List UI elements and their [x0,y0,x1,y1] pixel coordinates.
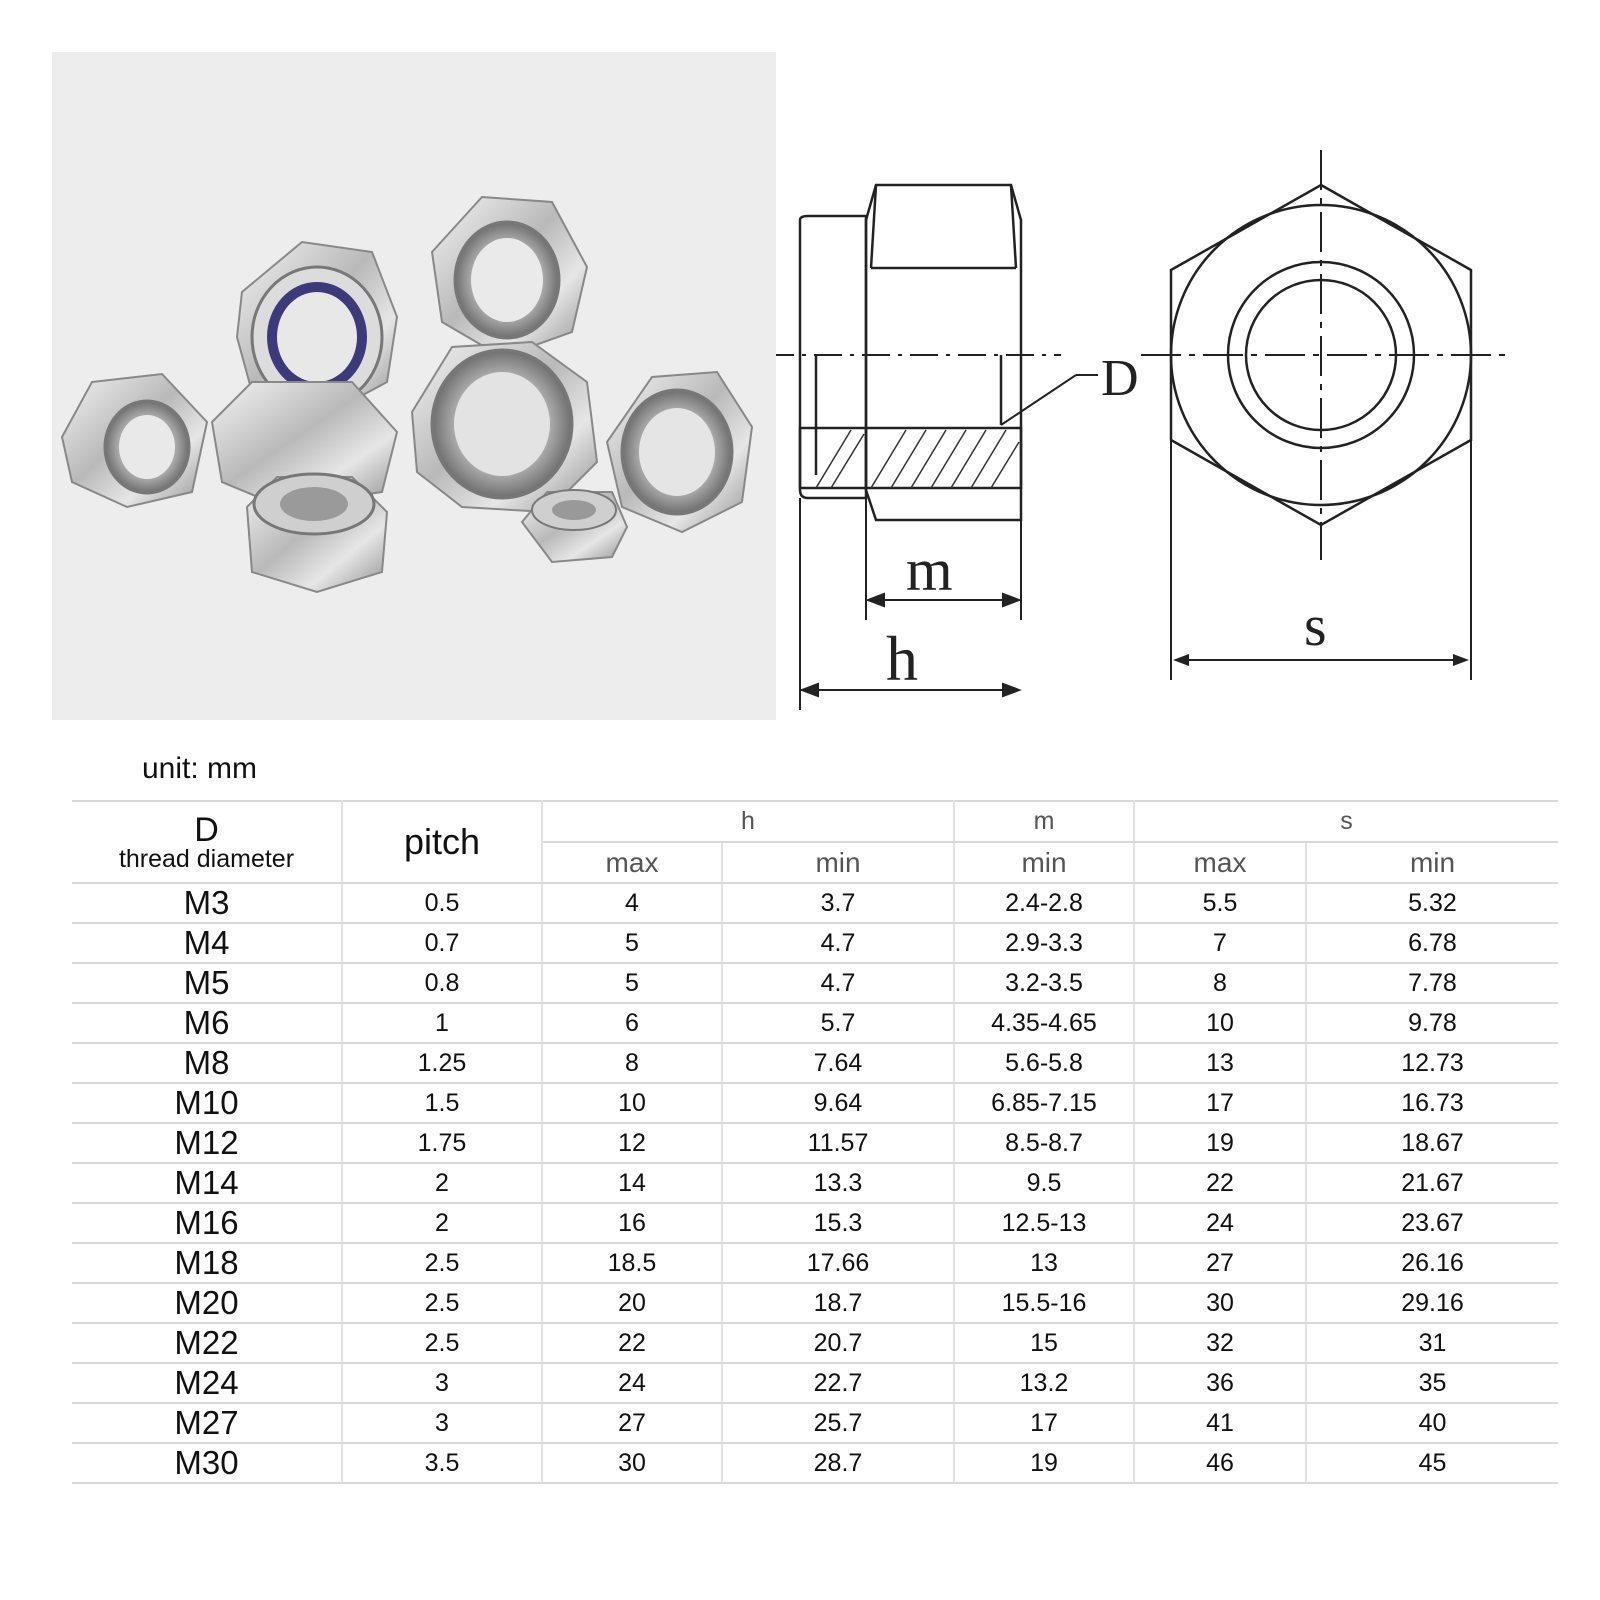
cell-h-max: 16 [542,1203,722,1243]
cell-pitch: 0.5 [342,883,542,923]
cell-s-max: 17 [1134,1083,1306,1123]
cell-s-max: 24 [1134,1203,1306,1243]
header-s-max: max [1134,842,1306,883]
header-h-min: min [722,842,954,883]
cell-s-max: 36 [1134,1363,1306,1403]
table-row [72,1403,1558,1443]
cell-h-min: 17.66 [722,1243,954,1283]
cell-h-max: 4 [542,883,722,923]
table-row [72,923,1558,963]
cell-h-min: 25.7 [722,1403,954,1443]
label-h: h [886,623,918,694]
cell-s-min: 26.16 [1306,1243,1558,1283]
cell-d: M14 [72,1163,342,1203]
cell-s-min: 18.67 [1306,1123,1558,1163]
table-row [72,1043,1558,1083]
cell-pitch: 3 [342,1403,542,1443]
table-row [72,1323,1558,1363]
cell-s-max: 7 [1134,923,1306,963]
cell-m-min: 2.4-2.8 [954,883,1134,923]
cell-s-max: 30 [1134,1283,1306,1323]
cell-s-min: 31 [1306,1323,1558,1363]
cell-s-min: 40 [1306,1403,1558,1443]
cell-s-min: 29.16 [1306,1283,1558,1323]
table-row [72,1443,1558,1483]
cell-d: M3 [72,883,342,923]
header-d-sub: thread diameter [118,844,295,873]
cell-pitch: 1.75 [342,1123,542,1163]
nut-large-middle [412,342,597,512]
cell-m-min: 2.9-3.3 [954,923,1134,963]
header-m-min: min [954,842,1134,883]
cell-h-min: 4.7 [722,963,954,1003]
table-row [72,1083,1558,1123]
cell-h-max: 5 [542,923,722,963]
header-pitch: pitch [342,801,542,883]
cell-s-max: 5.5 [1134,883,1306,923]
cell-m-min: 15.5-16 [954,1283,1134,1323]
cell-h-min: 18.7 [722,1283,954,1323]
label-s: s [1304,593,1327,658]
cell-pitch: 0.7 [342,923,542,963]
label-m: m [906,537,953,603]
table-row [72,1203,1558,1243]
cell-d: M5 [72,963,342,1003]
cell-d: M20 [72,1283,342,1323]
cell-m-min: 12.5-13 [954,1203,1134,1243]
table-row [72,963,1558,1003]
header-h-max: max [542,842,722,883]
cell-s-min: 5.32 [1306,883,1558,923]
cell-h-max: 27 [542,1403,722,1443]
cell-d: M30 [72,1443,342,1483]
cell-s-min: 45 [1306,1443,1558,1483]
cell-h-max: 5 [542,963,722,1003]
header-d-main: D [194,810,219,849]
cell-d: M12 [72,1123,342,1163]
cell-pitch: 1 [342,1003,542,1043]
cell-m-min: 3.2-3.5 [954,963,1134,1003]
cell-pitch: 2.5 [342,1283,542,1323]
cell-m-min: 19 [954,1443,1134,1483]
nut-small-front [247,474,387,592]
cell-s-min: 21.67 [1306,1163,1558,1203]
cell-pitch: 1.25 [342,1043,542,1083]
cell-d: M16 [72,1203,342,1243]
cell-s-max: 32 [1134,1323,1306,1363]
cell-m-min: 9.5 [954,1163,1134,1203]
cell-d: M6 [72,1003,342,1043]
cell-pitch: 2 [342,1203,542,1243]
cell-h-min: 22.7 [722,1363,954,1403]
cell-pitch: 2.5 [342,1243,542,1283]
cell-d: M22 [72,1323,342,1363]
cell-h-max: 22 [542,1323,722,1363]
cell-h-max: 8 [542,1043,722,1083]
table-row [72,1003,1558,1043]
cell-m-min: 13 [954,1243,1134,1283]
cell-s-min: 23.67 [1306,1203,1558,1243]
cell-s-min: 35 [1306,1363,1558,1403]
cell-s-min: 6.78 [1306,923,1558,963]
cell-s-min: 7.78 [1306,963,1558,1003]
cell-d: M10 [72,1083,342,1123]
cell-pitch: 0.8 [342,963,542,1003]
cell-s-min: 12.73 [1306,1043,1558,1083]
cell-s-max: 41 [1134,1403,1306,1443]
cell-s-max: 46 [1134,1443,1306,1483]
cell-d: M27 [72,1403,342,1443]
cell-d: M8 [72,1043,342,1083]
header-d [72,801,342,883]
cell-h-min: 3.7 [722,883,954,923]
cell-m-min: 13.2 [954,1363,1134,1403]
cell-h-max: 30 [542,1443,722,1483]
cell-h-max: 18.5 [542,1243,722,1283]
nut-far-left [62,374,207,507]
cell-h-max: 12 [542,1123,722,1163]
cell-s-max: 27 [1134,1243,1306,1283]
cell-h-max: 14 [542,1163,722,1203]
cell-m-min: 5.6-5.8 [954,1043,1134,1083]
cell-s-min: 16.73 [1306,1083,1558,1123]
cell-s-max: 13 [1134,1043,1306,1083]
header-m: m [954,801,1134,842]
spec-table-body [72,883,1558,1483]
spec-table [72,800,1558,1484]
nut-tiny [522,490,627,562]
cell-m-min: 15 [954,1323,1134,1363]
cell-d: M4 [72,923,342,963]
lock-nuts-image [52,52,776,720]
cell-h-max: 6 [542,1003,722,1043]
cell-m-min: 4.35-4.65 [954,1003,1134,1043]
cell-h-min: 4.7 [722,923,954,963]
product-photo [52,52,776,720]
cell-pitch: 3 [342,1363,542,1403]
table-row [72,1163,1558,1203]
cell-d: M24 [72,1363,342,1403]
cell-h-max: 10 [542,1083,722,1123]
cell-m-min: 8.5-8.7 [954,1123,1134,1163]
nut-upper-middle [432,197,587,357]
spec-table-container [72,800,1558,1484]
table-row [72,1243,1558,1283]
table-row [72,883,1558,923]
cell-h-min: 7.64 [722,1043,954,1083]
header-s-min: min [1306,842,1558,883]
cell-h-min: 15.3 [722,1203,954,1243]
cell-h-min: 20.7 [722,1323,954,1363]
dimension-drawing [776,130,1556,740]
cell-s-max: 22 [1134,1163,1306,1203]
cell-s-max: 8 [1134,963,1306,1003]
cell-pitch: 1.5 [342,1083,542,1123]
cell-s-min: 9.78 [1306,1003,1558,1043]
cell-m-min: 17 [954,1403,1134,1443]
cell-h-min: 13.3 [722,1163,954,1203]
cell-h-min: 28.7 [722,1443,954,1483]
table-row [72,1123,1558,1163]
cell-pitch: 2 [342,1163,542,1203]
cell-h-max: 20 [542,1283,722,1323]
unit-label: unit: mm [142,752,258,785]
cell-pitch: 3.5 [342,1443,542,1483]
cell-s-max: 10 [1134,1003,1306,1043]
cell-d: M18 [72,1243,342,1283]
cell-h-min: 5.7 [722,1003,954,1043]
nut-technical-drawing [776,130,1556,740]
cell-h-max: 24 [542,1363,722,1403]
cell-h-min: 9.64 [722,1083,954,1123]
cell-h-min: 11.57 [722,1123,954,1163]
header-s: s [1134,801,1558,842]
label-d: D [1101,350,1139,407]
cell-s-max: 19 [1134,1123,1306,1163]
cell-pitch: 2.5 [342,1323,542,1363]
table-row [72,1363,1558,1403]
cell-m-min: 6.85-7.15 [954,1083,1134,1123]
table-row [72,1283,1558,1323]
header-h: h [542,801,954,842]
nut-right [607,372,752,532]
